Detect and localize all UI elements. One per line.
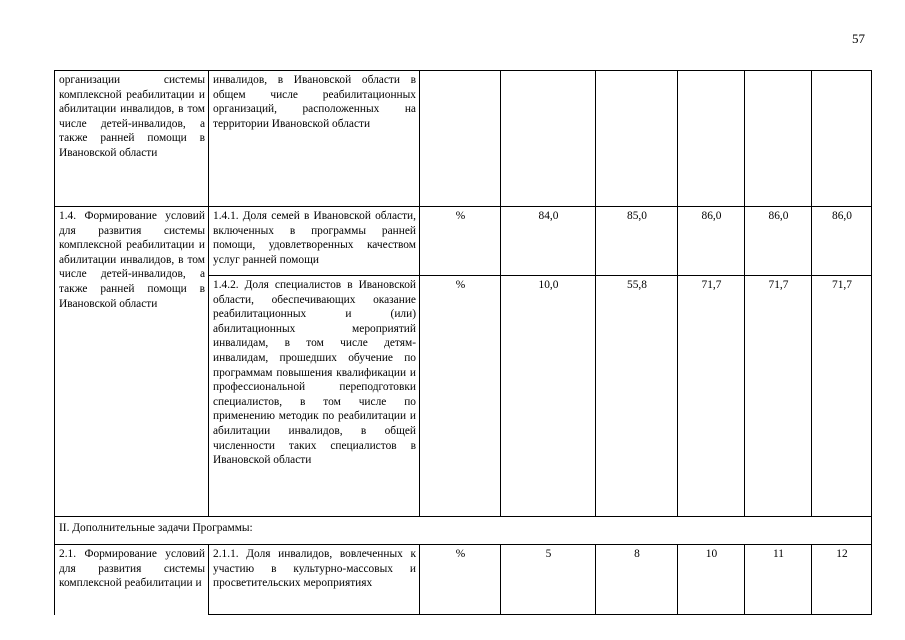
section-heading: II. Дополнительные задачи Программы: <box>55 517 872 545</box>
unit-cell: % <box>420 207 501 276</box>
indicators-table <box>54 70 872 615</box>
indicator-cell: 1.4.1. Доля семей в Ивановской области, включенных в программы ранней помощи, удовлетворенных качеством услуг ранней помощи <box>209 207 420 276</box>
task-cell: 2.1. Формирование условий для развития системы комплексной реабилитации и <box>55 545 209 615</box>
table-row <box>55 71 872 207</box>
value-cell: 85,0 <box>596 207 678 276</box>
section-row <box>55 517 872 545</box>
value-cell: 84,0 <box>501 207 596 276</box>
indicator-cell: инвалидов, в Ивановской области в общем числе реабилитационных организаций, расположенных на территории Ивановской области <box>209 71 420 207</box>
value-cell: 10 <box>678 545 745 615</box>
value-cell: 55,8 <box>596 276 678 517</box>
value-cell <box>812 71 872 207</box>
value-cell: 86,0 <box>678 207 745 276</box>
unit-cell <box>420 71 501 207</box>
value-cell: 5 <box>501 545 596 615</box>
indicator-cell: 2.1.1. Доля инвалидов, вовлеченных к участию в культурно-массовых и просветительских мероприятиях <box>209 545 420 615</box>
value-cell: 86,0 <box>745 207 812 276</box>
value-cell: 11 <box>745 545 812 615</box>
value-cell: 8 <box>596 545 678 615</box>
unit-cell: % <box>420 545 501 615</box>
value-cell <box>678 71 745 207</box>
value-cell <box>501 71 596 207</box>
value-cell: 12 <box>812 545 872 615</box>
indicator-cell: 1.4.2. Доля специалистов в Ивановской области, обеспечивающих оказание реабилитационных и (или) абилитационных мероприятий инвалидам, в том числе детям-инвалидам, прошедших обучение по программам повышения квалификации и профессиональной переподготовки специалистов, в том числе по применению методик по реабилитации и абилитации инвалидов, в общей численности таких специалистов в Ивановской области <box>209 276 420 517</box>
value-cell: 86,0 <box>812 207 872 276</box>
unit-cell: % <box>420 276 501 517</box>
page-number: 57 <box>852 31 865 46</box>
table-row <box>55 545 872 615</box>
task-cell: организации системы комплексной реабилитации и абилитации инвалидов, в том числе детей-инвалидов, а также ранней помощи в Ивановской области <box>55 71 209 207</box>
value-cell <box>596 71 678 207</box>
value-cell: 71,7 <box>745 276 812 517</box>
value-cell: 71,7 <box>812 276 872 517</box>
value-cell: 10,0 <box>501 276 596 517</box>
task-cell: 1.4. Формирование условий для развития системы комплексной реабилитации и абилитации инвалидов, в том числе детей-инвалидов, а также ранней помощи в Ивановской области <box>55 207 209 517</box>
table-row <box>55 207 872 276</box>
value-cell: 71,7 <box>678 276 745 517</box>
value-cell <box>745 71 812 207</box>
